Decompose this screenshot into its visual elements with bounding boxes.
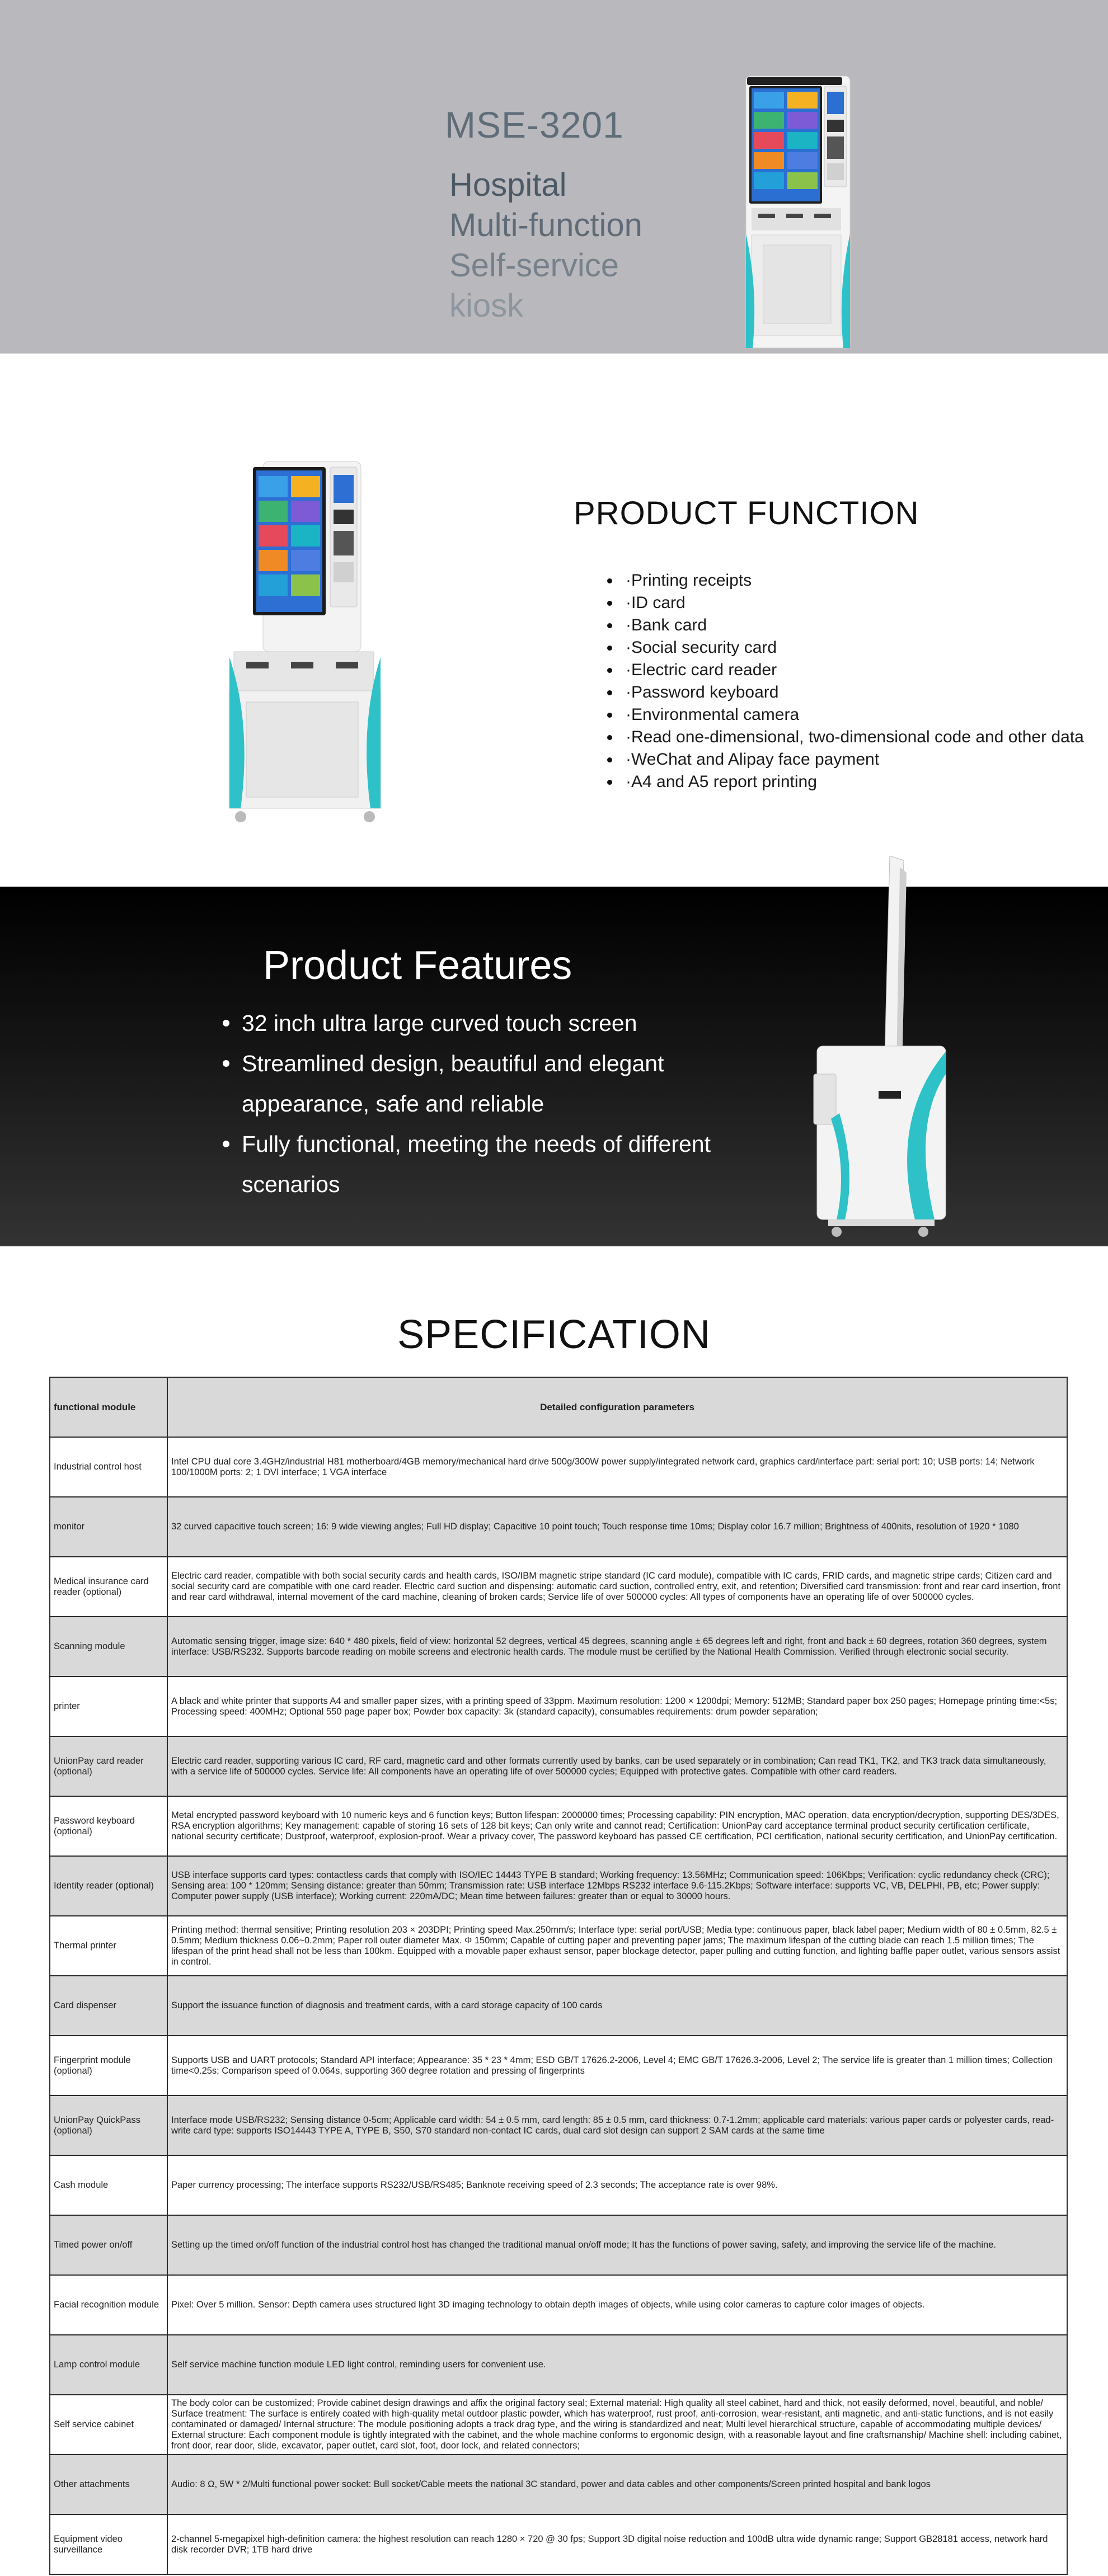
- table-row: [50, 2335, 1067, 2395]
- params-cell: The body color can be customized; Provide cabinet design drawings and affix the original factory seal; External material: High quality all steel cabinet, hard and thick, not easily deformed, novel, beautiful, and noble/ Surface treatment: The surface is entirely coated with high-quality metal outdoor plastic powder, which has waterproof, rust proof, anti-corrosion, wear-resistant, anti magnetic, and anti-static functions, and is not easily contaminated or damaged/ Internal structure: The module positioning adopts a track drag type, and the wiring is standardized and neat; Multi level hierarchical structure, capable of accommodating multiple devices/ External structure: Each component module is tightly integrated with the cabinet, and the whole machine conforms to ergonomic design, with a reasonable layout and fine craftsmanship/ Machine shell: including cabinet, front door, rear door, slide, excavator, paper outlet, card slot, foot, door lock, and related connectors;: [167, 2395, 1067, 2455]
- params-cell: Metal encrypted password keyboard with 10 numeric keys and 6 function keys; Button lifespan: 2000000 times; Processing capability: PIN encryption, MAC operation, data encryption/decryption, supporting DES/3DES, RSA encryption algorithms; Key management: capable of storing 16 sets of 128 bit keys; Can only write and cannot read; Certification: UnionPay card acceptance terminal product security certification certificate, national security certificate; Dustproof, waterproof, explosion-proof. Wear a privacy cover, The password keyboard has passed CE certification, PCI certification, national security certification, and UnionPay certification.: [167, 1796, 1067, 1856]
- list-item: [223, 1043, 726, 1124]
- params-cell: Setting up the timed on/off function of the industrial control host has changed the traditional manual on/off mode; It has the functions of power saving, safety, and improving the service life of the machine.: [167, 2215, 1067, 2275]
- function-item-text: ·Printing receipts: [626, 571, 752, 590]
- hero-title-line: kiosk: [449, 288, 524, 324]
- table-row: [50, 1916, 1067, 1976]
- module-cell: Lamp control module: [50, 2335, 167, 2395]
- hero-title-line: Self-service: [449, 247, 619, 284]
- module-cell: Other attachments: [50, 2455, 167, 2514]
- specification-table: [49, 1377, 1068, 2575]
- params-cell: Automatic sensing trigger, image size: 640 * 480 pixels, field of view: horizontal 52 degrees, vertical 45 degrees, scanning angle ± 65 degrees left and right, front and back ± 60 degrees, rotation 360 degrees, system interface: USB/RS232. Supports barcode reading on mobile screens and electronic health cards. The module must be certified by the National Health Commission. Verified through electronic social security.: [167, 1617, 1067, 1676]
- table-row: [50, 2215, 1067, 2275]
- bullet-icon: [607, 623, 612, 628]
- product-features-title: Product Features: [263, 943, 572, 988]
- hero-banner: [0, 0, 1108, 354]
- module-cell: Self service cabinet: [50, 2395, 167, 2455]
- table-row: [50, 1856, 1067, 1916]
- params-cell: A black and white printer that supports A4 and smaller paper sizes, with a printing speed of 33ppm. Maximum resolution: 1200 × 1200dpi; Memory: 512MB; Standard paper box 250 pages; Homepage printing time:<5s; Processing speed: 400MHz; Optional 550 page paper box; Powder box capacity: 3k (standard capacity), consumables requirements: drum powder separation;: [167, 1676, 1067, 1736]
- function-item-text: ·Read one-dimensional, two-dimensional code and other data: [626, 728, 1084, 746]
- function-item-text: ·ID card: [626, 594, 686, 612]
- bullet-icon: [223, 1141, 229, 1147]
- bullet-icon: [607, 690, 612, 695]
- module-cell: Fingerprint module (optional): [50, 2036, 167, 2095]
- table-row: [50, 1676, 1067, 1736]
- module-cell: Timed power on/off: [50, 2215, 167, 2275]
- params-cell: Self service machine function module LED light control, reminding users for convenient use.: [167, 2335, 1067, 2395]
- hero-model-number: MSE-3201: [445, 104, 624, 145]
- table-row: [50, 2455, 1067, 2514]
- function-item-text: ·Electric card reader: [626, 661, 777, 679]
- table-row: [50, 2155, 1067, 2215]
- module-cell: Industrial control host: [50, 1437, 167, 1497]
- function-item-text: ·Bank card: [626, 616, 707, 634]
- module-cell: Equipment video surveillance: [50, 2514, 167, 2574]
- list-item: [223, 1003, 726, 1043]
- list-item: [607, 592, 1084, 614]
- module-cell: UnionPay card reader (optional): [50, 1736, 167, 1796]
- module-cell: Thermal printer: [50, 1916, 167, 1976]
- list-item: [607, 681, 1084, 704]
- module-cell: Medical insurance card reader (optional): [50, 1557, 167, 1617]
- bullet-icon: [607, 735, 612, 740]
- bullet-icon: [223, 1020, 229, 1026]
- table-row: [50, 2514, 1067, 2574]
- bullet-icon: [607, 780, 612, 785]
- table-row: [50, 2095, 1067, 2155]
- bullet-icon: [607, 668, 612, 673]
- bullet-icon: [607, 646, 612, 651]
- list-item: [223, 1124, 726, 1204]
- column-header-params: Detailed configuration parameters: [167, 1377, 1067, 1437]
- params-cell: Supports USB and UART protocols; Standard API interface; Appearance: 35 * 23 * 4mm; ESD GB/T 17626.2-2006, Level 4; EMC GB/T 17626.3-2006, Level 2; The service life is greater than 1 million times; Collection time<0.25s; Comparison speed of 0.064s, supporting 360 degree rotation and pressing of fingerprints: [167, 2036, 1067, 2095]
- module-cell: Card dispenser: [50, 1976, 167, 2036]
- list-item: [607, 771, 1084, 793]
- product-features-section: [0, 887, 1108, 1246]
- params-cell: Paper currency processing; The interface supports RS232/USB/RS485; Banknote receiving speed of 2.3 seconds; The acceptance rate is over 98%.: [167, 2155, 1067, 2215]
- params-cell: Support the issuance function of diagnosis and treatment cards, with a card storage capacity of 100 cards: [167, 1976, 1067, 2036]
- module-cell: Scanning module: [50, 1617, 167, 1676]
- params-cell: Audio: 8 Ω, 5W * 2/Multi functional power socket: Bull socket/Cable meets the national 3C standard, power and data cables and other components/Screen printed hospital and bank logos: [167, 2455, 1067, 2514]
- params-cell: Electric card reader, supporting various IC card, RF card, magnetic card and other formats currently used by banks, can be used separately or in combination; Can read TK1, TK2, and TK3 track data simultaneously, with a service life of 500000 cycles. Service life: All components have an operating life of over 500000 cycles; Equipped with protective gates. Compatible with other card readers.: [167, 1736, 1067, 1796]
- params-cell: Printing method: thermal sensitive; Printing resolution 203 × 203DPI; Printing speed Max.250mm/s; Interface type: serial port/USB; Media type: continuous paper, black label paper; Medium width of 80 ± 0.5mm, 82.5 ± 0.5mm; Medium thickness 0.06~0.2mm; Paper roll outer diameter Max. Φ 150mm; Capable of cutting paper and preventing paper jams; The maximum lifespan of the cutting blade can reach 1.5 million times; The lifespan of the print head shall not be less than 100km. Equipped with a movable paper exhaust sensor, paper blockage detector, paper pulling and cutting function, and lighting baffle paper outlet, various sensors assist in control.: [167, 1916, 1067, 1976]
- module-cell: printer: [50, 1676, 167, 1736]
- bullet-icon: [607, 757, 612, 762]
- params-cell: Electric card reader, compatible with both social security cards and health cards, ISO/IBM magnetic stripe standard (IC card module), compatible with IC cards, FRID cards, and magnetic stripe cards; Citizen card and social security card are compatible with one card reader. Electric card suction and dispensing: automatic card suction, controlled entry, exit, and retention; Diversified card transmission: front and rear card insertion, front and rear card withdrawal, internal movement of the card machine, cleaning of broken cards; Service life of over 500000 cycles: All types of components have an operating life of over 500000 cycles.: [167, 1557, 1067, 1617]
- list-item: [607, 614, 1084, 637]
- bullet-icon: [607, 601, 612, 606]
- module-cell: monitor: [50, 1497, 167, 1557]
- kiosk-product-image: [213, 456, 403, 825]
- bullet-icon: [607, 713, 612, 718]
- module-cell: Cash module: [50, 2155, 167, 2215]
- hero-title-line: Multi-function: [449, 207, 642, 243]
- table-row: [50, 1617, 1067, 1676]
- list-item: [607, 704, 1084, 726]
- table-row: [50, 1557, 1067, 1617]
- table-row: [50, 1796, 1067, 1856]
- specification-title: SPECIFICATION: [397, 1312, 711, 1357]
- table-row: [50, 1437, 1067, 1497]
- params-cell: 2-channel 5-megapixel high-definition camera: the highest resolution can reach 1280 × 720 @ 30 fps; Support 3D digital noise reduction and 100dB ultra wide dynamic range; Support GB28181 access, network hard disk recorder DVR; 1TB hard drive: [167, 2514, 1067, 2574]
- feature-item-text: Streamlined design, beautiful and elegant appearance, safe and reliable: [242, 1051, 664, 1117]
- hero-title-line: Hospital: [449, 167, 567, 203]
- list-item: [607, 637, 1084, 659]
- table-header-row: [50, 1377, 1067, 1437]
- list-item: [607, 569, 1084, 592]
- table-row: [50, 1736, 1067, 1796]
- table-row: [50, 2036, 1067, 2095]
- function-item-text: ·A4 and A5 report printing: [626, 773, 817, 791]
- params-cell: 32 curved capacitive touch screen; 16: 9 wide viewing angles; Full HD display; Capacitive 10 point touch; Touch response time 10ms; Display color 16.7 million; Brightness of 400nits, resolution of 1920 * 1080: [167, 1497, 1067, 1557]
- module-cell: Identity reader (optional): [50, 1856, 167, 1916]
- product-function-title: PRODUCT FUNCTION: [574, 495, 919, 531]
- feature-item-text: Fully functional, meeting the needs of different scenarios: [242, 1131, 711, 1197]
- list-item: [607, 659, 1084, 681]
- module-cell: Password keyboard (optional): [50, 1796, 167, 1856]
- bullet-icon: [607, 578, 612, 583]
- params-cell: Pixel: Over 5 million. Sensor: Depth camera uses structured light 3D imaging technology to obtain depth images of objects, while using color cameras to capture color images of objects.: [167, 2275, 1067, 2335]
- function-item-text: ·Password keyboard: [626, 683, 779, 701]
- table-row: [50, 2275, 1067, 2335]
- kiosk-product-image: [736, 72, 859, 354]
- feature-item-text: 32 inch ultra large curved touch screen: [242, 1010, 637, 1036]
- function-item-text: ·Environmental camera: [626, 705, 800, 724]
- table-row: [50, 1497, 1067, 1557]
- function-item-text: ·Social security card: [626, 638, 777, 657]
- module-cell: Facial recognition module: [50, 2275, 167, 2335]
- function-item-text: ·WeChat and Alipay face payment: [626, 750, 880, 769]
- list-item: [607, 748, 1084, 771]
- product-function-list: [607, 569, 1084, 793]
- kiosk-side-view-image: [806, 856, 974, 1247]
- module-cell: UnionPay QuickPass (optional): [50, 2095, 167, 2155]
- params-cell: Intel CPU dual core 3.4GHz/industrial H81 motherboard/4GB memory/mechanical hard drive 500g/300W power supply/integrated network card, graphics card/interface part: serial port: 10; USB ports: 14; Network 100/1000M ports: 2; 1 DVI interface; 1 VGA interface: [167, 1437, 1067, 1497]
- params-cell: Interface mode USB/RS232; Sensing distance 0-5cm; Applicable card width: 54 ± 0.5 mm, card length: 85 ± 0.5 mm, card thickness: 0.7-1.2mm; applicable card materials: various paper cards or polyester cards, read-write card type: supports ISO14443 TYPE A, TYPE B, S50, S70 standard non-contact IC cards, dual card slot design can support 2 SAM cards at the same time: [167, 2095, 1067, 2155]
- list-item: [607, 726, 1084, 748]
- params-cell: USB interface supports card types: contactless cards that comply with ISO/IEC 14443 TYPE B standard; Working frequency: 13.56MHz; Communication speed: 106Kbps; Verification: cyclic redundancy check (CRC); Sensing area: 100 * 120mm; Sensing distance: greater than 50mm; Transmission rate: USB interface 12Mbps RS232 interface 9.6-115.2Kbps; Software interface: supports VC, VB, DELPHI, PB, etc; Power supply: Computer power supply (USB interface); Working current: 220mA/DC; Mean time between failures: greater than or equal to 30000 hours.: [167, 1856, 1067, 1916]
- product-features-list: [223, 1003, 726, 1204]
- table-row: [50, 2395, 1067, 2455]
- table-row: [50, 1976, 1067, 2036]
- bullet-icon: [223, 1060, 229, 1067]
- column-header-module: functional module: [50, 1377, 167, 1437]
